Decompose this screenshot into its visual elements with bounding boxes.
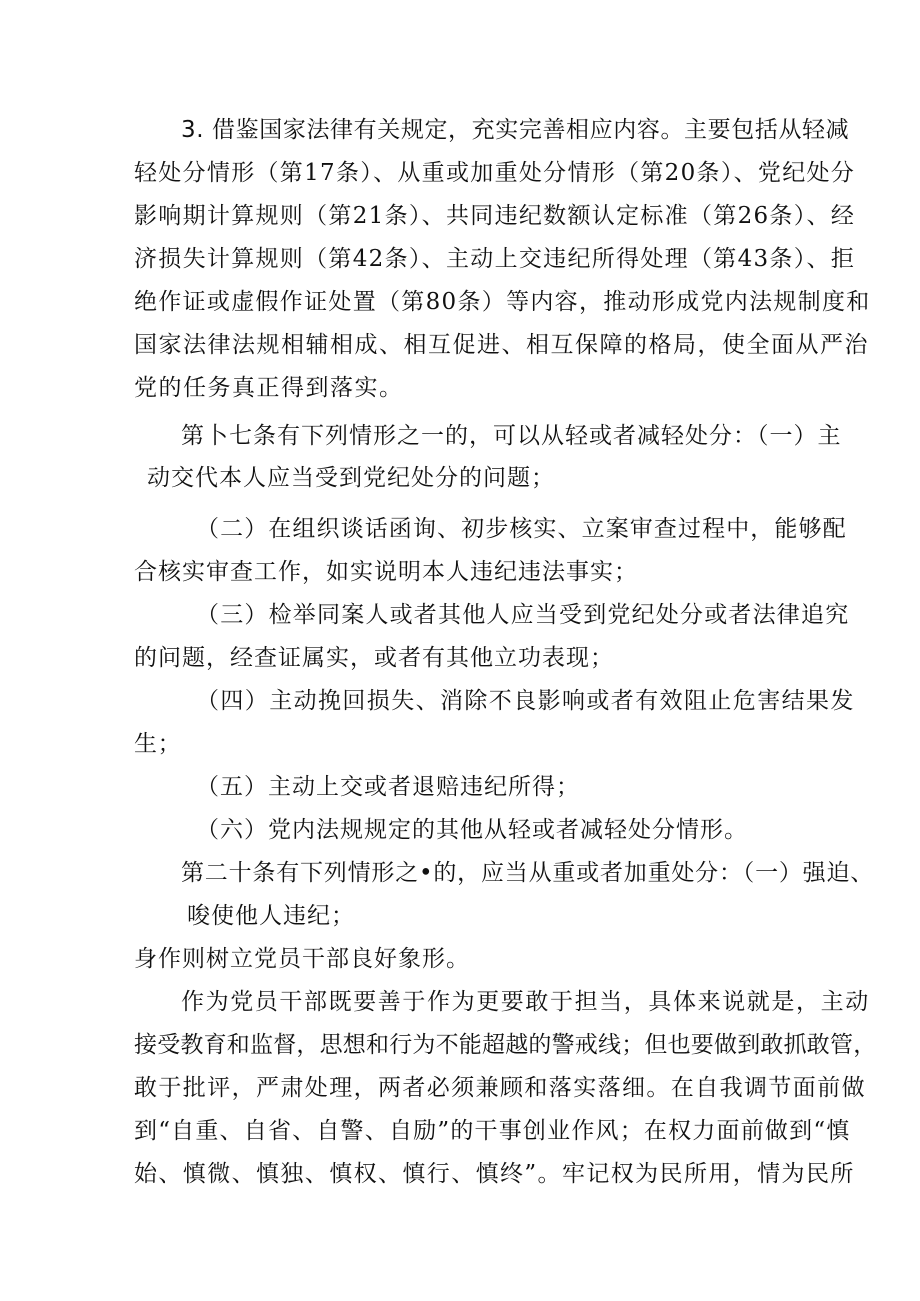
article-17-item-4-line-1: （四）主动挽回损失、消除不良影响或者有效阻止危害结果发 bbox=[196, 688, 855, 714]
section-3-line-5: 绝作证或虚假作证处置（第80条）等内容，推动形成党内法规制度和 bbox=[134, 289, 871, 315]
section-3-line-4: 济损失计算规则（第42条）、主动上交违纪所得处理（第43条）、拒 bbox=[134, 246, 856, 272]
section-3-line-3: 影响期计算规则（第21条）、共同违纪数额认定标准（第26条）、经 bbox=[134, 203, 856, 229]
article-17-item-3-line-1: （三）检举同案人或者其他人应当受到党纪处分或者法律追究 bbox=[196, 602, 850, 628]
article-17-line-2: 动交代本人应当受到党纪处分的问题； bbox=[147, 465, 555, 491]
closing-line-5: 始、慎微、慎独、慎权、慎行、慎终”。牢记权为民所用，情为民所 bbox=[134, 1161, 855, 1187]
closing-line-3: 敢于批评，严肃处理，两者必须兼顾和落实落细。在自我调节面前做 bbox=[134, 1075, 866, 1101]
article-20-line-2: 唆使他人违纪； bbox=[187, 903, 355, 929]
article-17-item-6: （六）党内法规规定的其他从轻或者减轻处分情形。 bbox=[196, 817, 748, 843]
article-17-item-3-line-2: 的问题，经查证属实，或者有其他立功表现； bbox=[134, 645, 614, 671]
closing-line-2: 接受教育和监督，思想和行为不能超越的警戒线；但也要做到敢抓敢管， bbox=[134, 1032, 877, 1058]
section-3-line-6: 国家法律法规相辅相成、相互促进、相互保障的格局，使全面从严治 bbox=[134, 332, 869, 358]
section-3-line-1: 3. 借鉴国家法律有关规定，充实完善相应内容。主要包括从轻减 bbox=[181, 117, 850, 143]
article-17-line-1: 第卜七条有下列情形之一的，可以从轻或者减轻处分：（一）主 bbox=[181, 423, 842, 449]
article-17-item-4-line-2: 生； bbox=[134, 731, 182, 757]
closing-line-1: 作为党员干部既要善于作为更要敢于担当，具体来说就是，主动 bbox=[181, 989, 870, 1015]
section-3-line-2: 轻处分情形（第17条）、从重或加重处分情形（第20条）、党纪处分 bbox=[134, 160, 856, 186]
section-3-line-7: 党的任务真正得到落实。 bbox=[134, 375, 404, 401]
fragment-line: 身作则树立党员干部良好象形。 bbox=[134, 946, 470, 972]
article-20-line-1: 第二十条有下列情形之•的，应当从重或者加重处分：（一）强迫、 bbox=[181, 860, 875, 886]
article-17-item-5: （五）主动上交或者退赔违纪所得； bbox=[196, 774, 580, 800]
closing-line-4: 到“自重、自省、自警、自励”的干事创业作风；在权力面前做到“慎 bbox=[134, 1118, 851, 1144]
article-17-item-2-line-1: （二）在组织谈话函询、初步核实、立案审查过程中，能够配 bbox=[196, 516, 847, 542]
article-17-item-2-line-2: 合核实审查工作，如实说明本人违纪违法事实； bbox=[134, 559, 638, 585]
